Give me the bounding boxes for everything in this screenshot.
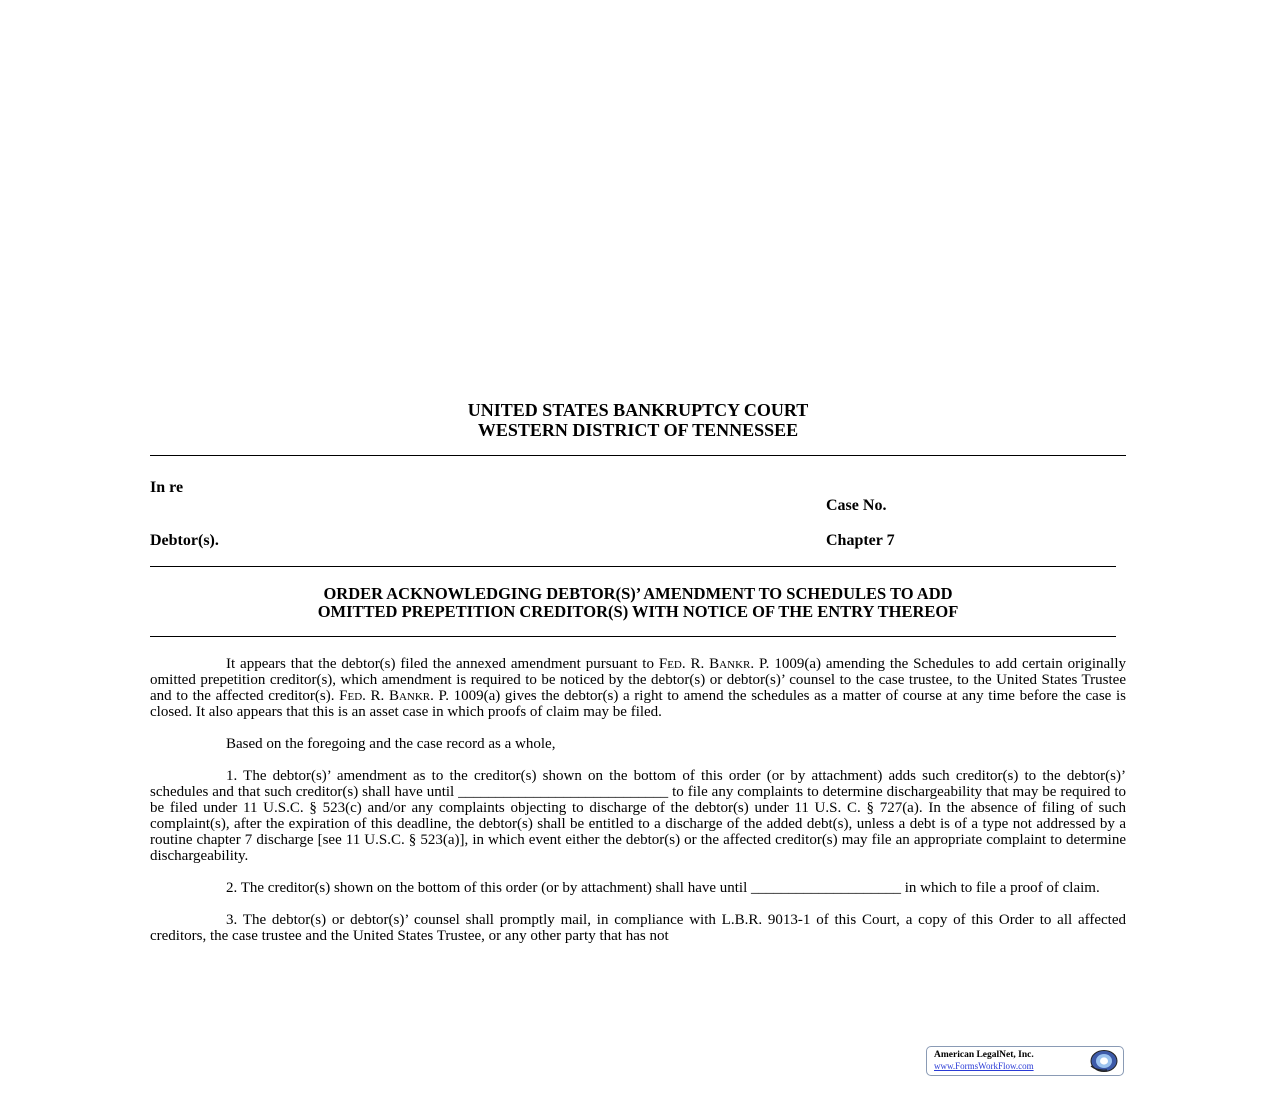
paragraph-1: 1. The debtor(s)’ amendment as to the creditor(s) shown on the bottom of this order (or by attachment) adds such creditor(s) to the debtor(s)’ schedules and that such creditor(s) shall have until ____________________________ to file any complaints to determine dischargeability that may be required to be filed under 11 U.S.C. § 523(c) and/or any complaints objecting to discharge of the debtor(s) under 11 U.S. C. § 727(a). In the absence of filing of such complaint(s), after the expiration of this deadline, the debtor(s) shall be entitled to a discharge of the added debt(s), unless a debt is of a type not addressed by a routine chapter 7 discharge [see 11 U.S.C. § 523(a)], in which event either the debtor(s) or the affected creditor(s) may file an appropriate complaint to determine dischargeability. — [150, 768, 1126, 864]
divider-line — [150, 636, 1116, 637]
divider-line — [150, 455, 1126, 456]
recital-text: It appears that the debtor(s) filed the annexed amendment pursuant to — [226, 656, 659, 672]
paragraph-3: 3. The debtor(s) or debtor(s)’ counsel shall promptly mail, in compliance with L.B.R. 9013-1 of this Court, a copy of this Order to all affected creditors, the case trustee and the United States Trustee, or any other party that has not — [150, 912, 1126, 944]
court-name: UNITED STATES BANKRUPTCY COURT — [467, 400, 809, 420]
in-re-label: In re — [150, 479, 184, 496]
globe-icon — [1087, 1049, 1119, 1073]
rule-citation: Fed. R. Bankr. P. — [658, 656, 770, 672]
recital-text: 1009(a) gives the debtor(s) a right to amend the schedules as a matter of course at any time before the case is closed. It also appears that this is an asset case in which proofs of claim may be filed. — [150, 688, 1126, 720]
chapter-label: Chapter 7 — [826, 532, 895, 549]
court-district: WESTERN DISTRICT OF TENNESSEE — [477, 420, 799, 440]
publisher-name: American LegalNet, Inc. — [934, 1050, 1034, 1060]
order-title-line: OMITTED PREPETITION CREDITOR(S) WITH NOTICE OF THE ENTRY THEREOF — [317, 602, 959, 621]
paragraph-2: 2. The creditor(s) shown on the bottom of this order (or by attachment) shall have until ____________________ in which to file a proof of claim. — [226, 880, 1100, 896]
debtors-label: Debtor(s). — [150, 532, 219, 549]
paragraph-recital — [150, 656, 1126, 720]
case-number-label: Case No. — [826, 497, 887, 514]
publisher-logo[interactable] — [926, 1046, 1124, 1076]
court-header — [150, 400, 1126, 440]
order-title — [150, 585, 1126, 621]
divider-line — [150, 566, 1116, 567]
publisher-link[interactable]: www.FormsWorkFlow.com — [934, 1061, 1034, 1071]
recital-text: 1009(a) amending the Schedules to add certain originally omitted prepetition creditor(s), which amendment is required to be noticed by the debtor(s) or debtor(s)’ counsel to the case trustee, to the United States Trustee and to the affected creditor(s). — [150, 656, 1126, 704]
order-title-line: ORDER ACKNOWLEDGING DEBTOR(S)’ AMENDMENT TO SCHEDULES TO ADD — [323, 584, 953, 603]
paragraph-basis: Based on the foregoing and the case record as a whole, — [226, 736, 556, 752]
rule-citation: Fed. R. Bankr. P. — [339, 688, 449, 704]
order-body — [150, 656, 1126, 960]
